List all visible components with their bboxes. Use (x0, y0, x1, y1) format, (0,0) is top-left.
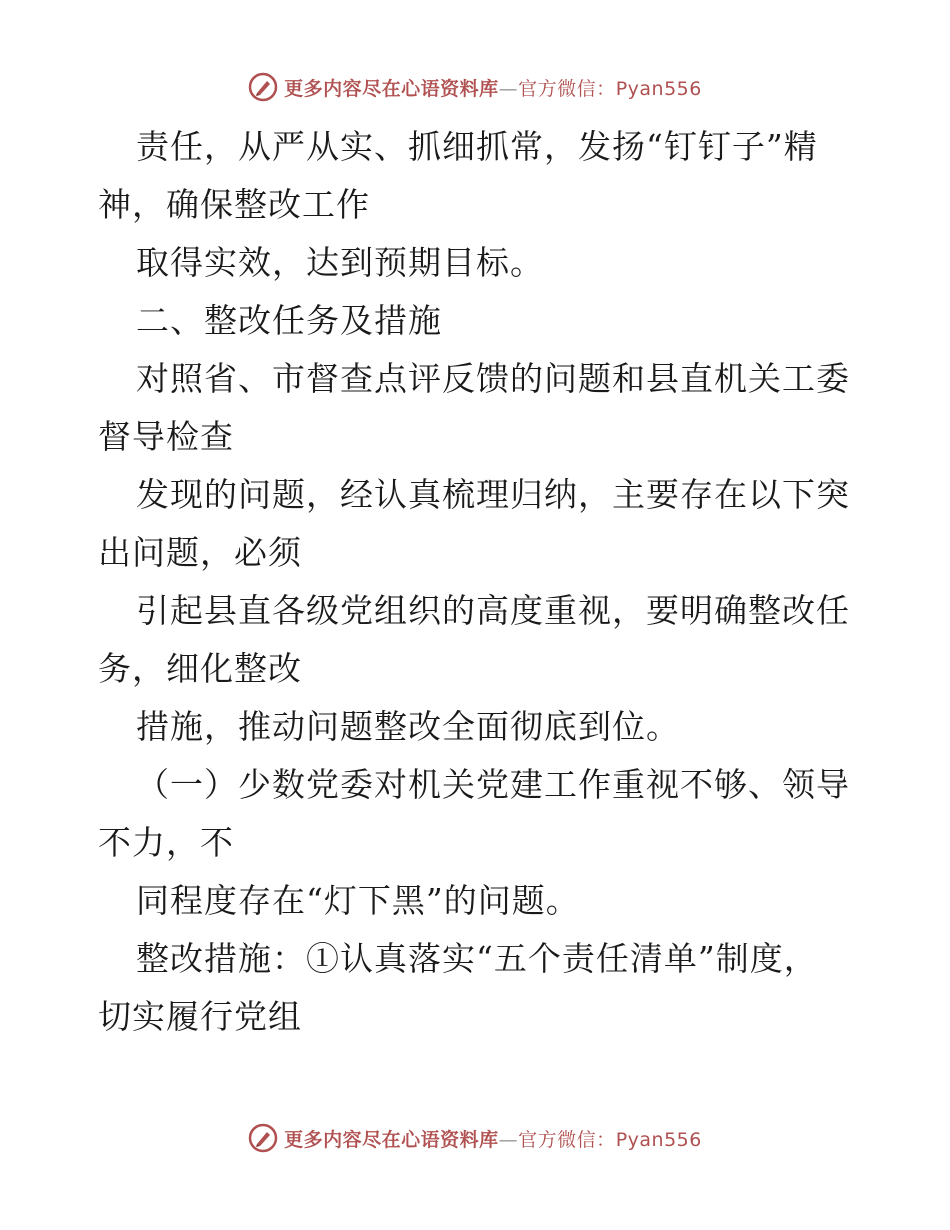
text-line: 神，确保整改工作 (98, 185, 370, 224)
footer-watermark (0, 1123, 950, 1153)
text-line: 引起县直各级党组织的高度重视，要明确整改任 (136, 591, 850, 630)
watermark-separator: — (498, 77, 519, 100)
text-line: 督导检查 (98, 417, 234, 456)
text-line: 措施，推动问题整改全面彻底到位。 (136, 707, 680, 746)
section-heading: 二、整改任务及措施 (136, 301, 442, 340)
watermark-account-id: Pyan556 (615, 77, 702, 100)
subsection-heading: （一）少数党委对机关党建工作重视不够、领导 (136, 765, 850, 804)
text-line: 取得实效，达到预期目标。 (136, 243, 544, 282)
watermark-account-label: 官方微信： (518, 1128, 616, 1151)
text-line: 对照省、市督查点评反馈的问题和县直机关工委 (136, 359, 850, 398)
text-line: 出问题，必须 (98, 533, 302, 572)
text-line: 同程度存在“灯下黑”的问题。 (136, 881, 580, 920)
text-line: 切实履行党组 (98, 997, 302, 1036)
text-line: 不力，不 (98, 823, 234, 862)
watermark-separator: — (498, 1128, 519, 1151)
pen-logo-icon (248, 72, 278, 102)
header-watermark (0, 72, 950, 102)
text-line: 责任，从严从实、抓细抓常，发扬“钉钉子”精 (136, 127, 818, 166)
watermark-account-label: 官方微信： (518, 77, 616, 100)
text-line: 整改措施：①认真落实“五个责任清单”制度， (136, 939, 818, 978)
watermark-text (284, 74, 702, 101)
watermark-account-id: Pyan556 (615, 1128, 702, 1151)
text-line: 发现的问题，经认真梳理归纳，主要存在以下突 (136, 475, 850, 514)
watermark-brand: 更多内容尽在心语资料库 (284, 1128, 499, 1151)
document-body (98, 118, 858, 1046)
text-line: 务，细化整改 (98, 649, 302, 688)
watermark-text (284, 1125, 702, 1152)
pen-logo-icon (248, 1123, 278, 1153)
watermark-brand: 更多内容尽在心语资料库 (284, 77, 499, 100)
